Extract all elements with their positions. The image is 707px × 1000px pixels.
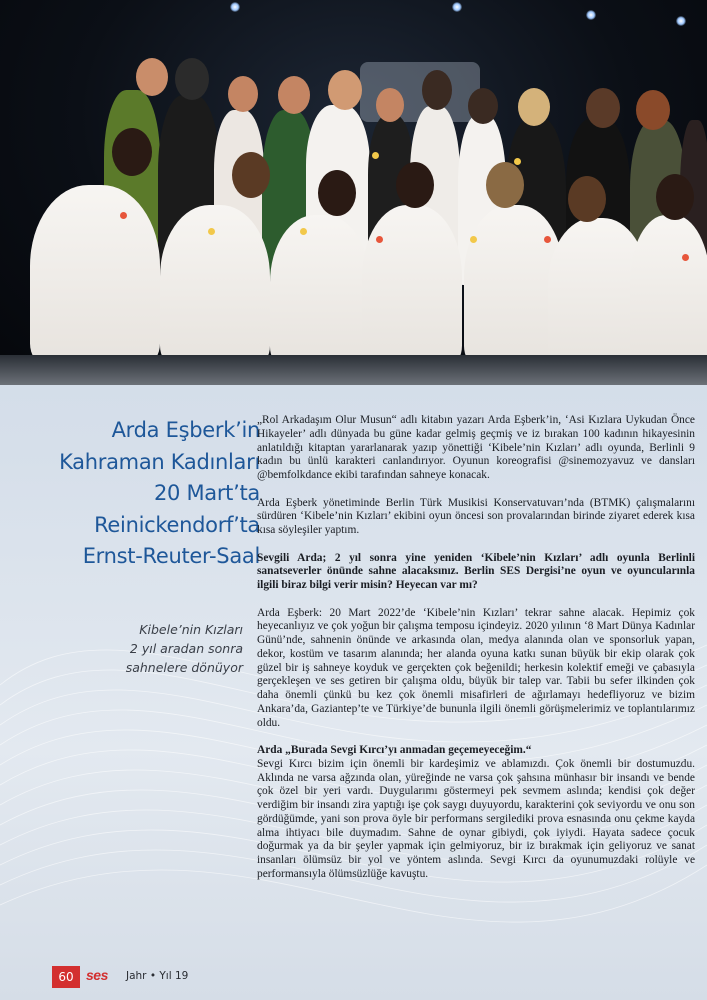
head bbox=[136, 58, 168, 96]
rose bbox=[300, 228, 307, 235]
interview-answer: Arda Eşberk: 20 Mart 2022’de ‘Kibele’nin Kızları’ tekrar sahne alacak. Hepimiz çok heyecanlıyız ve çok yoğun bir çalışma temposu içindeyiz. 2020 yılının ‘8 Mart Dünya Kadınlar Günü’nde, sahnenin önünde ve arkasında olan, medya alanında olan ve sponsorluk yapan, dekor, kostüm ve tasarım alanında; her alanda oyuna katkı sunan büyük bir ekip olarak çok güzel bir iş sahneye koyduk ve gerçekten çok beğenildi; herkesin kolektif emeği ve çabasıyla gerçekleşen ve ses getiren bir çalışma oldu, büyük bir talep var. Tabii bu sefer ilkinden çok daha önemli çünkü bu kez çok önemli misafirleri de ağırlamayı hedefliyoruz ve bizim Ankara’da, Gaziantep’te ve Türkiye’de bununla ilgili önemli görüşmelerimiz ve toplantılarımız oldu. bbox=[257, 606, 695, 729]
interview-question: Sevgili Arda; 2 yıl sonra yine yeniden ‘Kibele’nin Kızları’ adlı oyunla Berlinli sanatseverler önünde sahne alacaksınız. Berlin SES Dergisi’ne oyun ve oyuncularınla ilgili biraz bilgi verir misin? Heyecan var mı? bbox=[257, 551, 695, 591]
stage-light bbox=[586, 10, 596, 20]
page-number: 60 bbox=[52, 966, 80, 988]
stage-group-photo bbox=[0, 0, 707, 385]
subline-line: Kibele’nin Kızları bbox=[139, 622, 243, 637]
head bbox=[468, 88, 498, 124]
headline-line: 20 Mart’ta bbox=[153, 481, 260, 505]
headline-line: Arda Eşberk’in bbox=[111, 418, 260, 442]
rose bbox=[544, 236, 551, 243]
article-subheadline bbox=[60, 620, 243, 677]
front-row-dress bbox=[160, 205, 270, 365]
headline-line: Reinickendorf’ta bbox=[94, 512, 260, 537]
front-row-dress bbox=[362, 205, 462, 365]
issue-label: Jahr • Yıl 19 bbox=[126, 970, 189, 982]
head bbox=[656, 174, 694, 220]
head bbox=[232, 152, 270, 198]
headline-line: Kahraman Kadınları bbox=[59, 449, 260, 474]
head bbox=[586, 88, 620, 128]
head bbox=[228, 76, 258, 112]
intro-paragraph: „Rol Arkadaşım Olur Musun“ adlı kitabın yazarı Arda Eşberk’in, ‘Asi Kızlara Uykudan Önce Hikayeler’ adlı dünyada bu güne kadar gelmiş geçmiş ve iz bırakan 100 kadının hikayesinin anlatıldığı kitaptan yararlanarak yazıp yönettiği ‘Kibele’nin Kızları’ adlı oyunda, Berlinli 9 kadın bu ünlü karakteri canlandırıyor. Oyunun koreografisi @sinemozyavuz ve dansları @bemfolkdance ekibi tarafından sahneye konacak. bbox=[257, 414, 695, 481]
head bbox=[486, 162, 524, 208]
head bbox=[422, 70, 452, 110]
rose bbox=[372, 152, 379, 159]
headline-line: Ernst-Reuter-Saal bbox=[82, 544, 260, 568]
stage-light bbox=[676, 16, 686, 26]
head bbox=[396, 162, 434, 208]
subline-line: 2 yıl aradan sonra bbox=[129, 641, 243, 656]
head bbox=[318, 170, 356, 216]
stage-light bbox=[452, 2, 462, 12]
head bbox=[568, 176, 606, 222]
article-body bbox=[257, 414, 695, 895]
rose bbox=[120, 212, 127, 219]
rose bbox=[376, 236, 383, 243]
stage-floor bbox=[0, 355, 707, 385]
rose bbox=[208, 228, 215, 235]
ses-logo: ses bbox=[86, 967, 108, 983]
front-row-dress bbox=[630, 215, 707, 365]
head bbox=[175, 58, 209, 100]
rose bbox=[470, 236, 477, 243]
rose bbox=[682, 254, 689, 261]
head bbox=[518, 88, 550, 126]
head bbox=[328, 70, 362, 110]
head bbox=[278, 76, 310, 114]
interview-heading: Arda „Burada Sevgi Kırcı’yı anmadan geçemeyeceğim.“ bbox=[257, 744, 532, 756]
subline-line: sahnelere dönüyor bbox=[125, 660, 243, 675]
front-row-dress bbox=[30, 185, 160, 365]
context-paragraph: Arda Eşberk yönetiminde Berlin Türk Musikisi Konservatuvarı’nda (BTMK) çalışmalarını sürdüren ‘Kibele’nin Kızları’ ekibini oyun öncesi son provalarından birinde ziyaret ederek kısa kısa söyleşiler yaptım. bbox=[257, 496, 695, 536]
head bbox=[112, 128, 152, 176]
rose bbox=[514, 158, 521, 165]
front-row-dress bbox=[270, 215, 370, 365]
interview-answer: Sevgi Kırcı bizim için önemli bir kardeşimiz ve ablamızdı. Çok önemli bir dostumuzdu. Aklında ne varsa ağzında olan, yüreğinde ne varsa çok şahsına münhasır bir insandı ve bende çok özel bir yeri vardı. Duygularımı göstermeyi pek sevmem aslında; kendisi çok değer verdiğim bir insandı zira yaptığı işe çok saygı duyuyordu, karakterini çok seviyordu ve onu son gördüğümde, yani son prova öyle bir performans sergilediki prova esnasında onu çekme kayda alma ihtiyacı bile duymadım. Sahne de oynar gibiydi, çok iyiydi. Hayata sadece çocuk doğurmak ya da bir şeyler yapmak için gelmiyoruz, bir iz bırakmak için geliyoruz ve sanat insanları ölümsüz bir yol ve yöntem aslında. Sevgi Kırcı da oyunumuzdaki rolüyle ve performansıyla ölümsüzlüğe kavuştu. bbox=[257, 757, 695, 880]
head bbox=[376, 88, 404, 122]
stage-light bbox=[230, 2, 240, 12]
head bbox=[636, 90, 670, 130]
article-headline bbox=[40, 415, 260, 573]
